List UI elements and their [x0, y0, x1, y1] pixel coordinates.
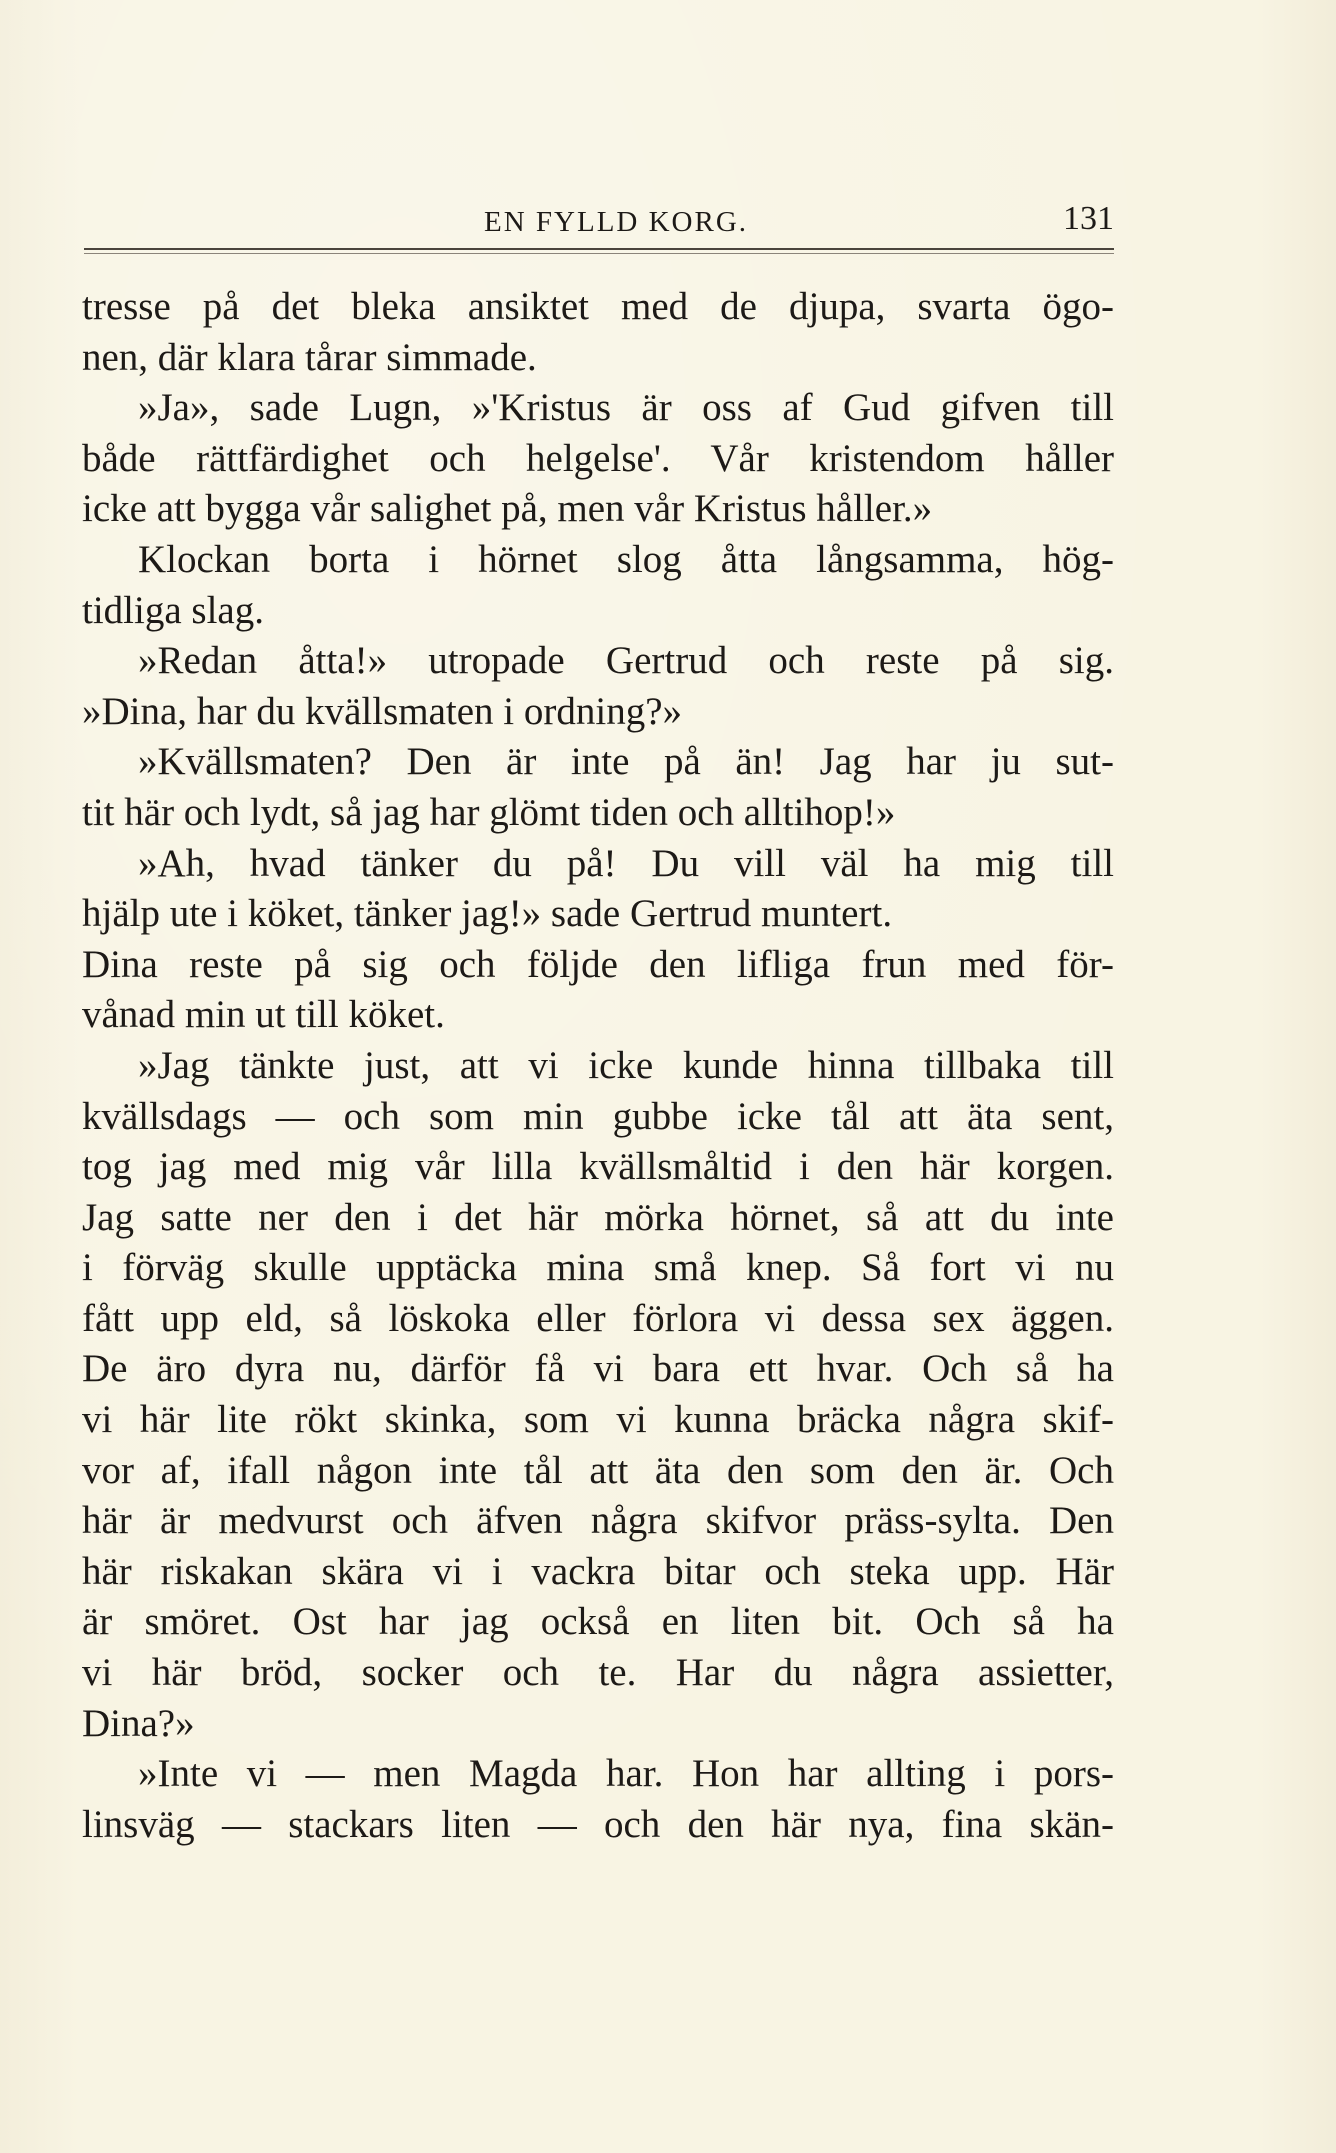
text-line: här riskakan skära vi i vackra bitar och steka upp. Här — [82, 1549, 1114, 1593]
text-line: Dina reste på sig och följde den lifliga frun med för- — [82, 942, 1114, 986]
text-line: De äro dyra nu, därför få vi bara ett hvar. Och så ha — [82, 1347, 1114, 1391]
text-line: »Kvällsmaten? Den är inte på än! Jag har ju sut- — [138, 740, 1114, 784]
text-line: Klockan borta i hörnet slog åtta långsamma, hög- — [138, 537, 1114, 581]
text-line: »Redan åtta!» utropade Gertrud och reste på sig. — [138, 639, 1114, 683]
text-line: »Ah, hvad tänker du på! Du vill väl ha mig till — [138, 841, 1114, 885]
text-line: »Dina, har du kvällsmaten i ordning?» — [82, 689, 683, 733]
body-text — [82, 282, 1114, 1850]
running-title: EN FYLLD KORG. — [484, 206, 749, 238]
text-line: »Jag tänkte just, att vi icke kunde hinna tillbaka till — [138, 1043, 1114, 1087]
text-line: »Ja», sade Lugn, »'Kristus är oss af Gud gifven till — [138, 386, 1114, 430]
text-line: tresse på det bleka ansiktet med de djupa, svarta ögo- — [82, 285, 1114, 328]
text-line: både rättfärdighet och helgelse'. Vår kristendom håller — [82, 436, 1114, 480]
header-rule-thin — [84, 253, 1114, 254]
text-line: tog jag med mig vår lilla kvällsmåltid i den här korgen. — [82, 1145, 1114, 1189]
running-head — [84, 200, 1114, 246]
text-line: kvällsdags — och som min gubbe icke tål att äta sent, — [82, 1094, 1114, 1138]
text-line: vi här bröd, socker och te. Har du några assietter, — [82, 1651, 1114, 1695]
text-line: fått upp eld, så löskoka eller förlora vi dessa sex äggen. — [82, 1296, 1114, 1340]
text-line: »Inte vi — men Magda har. Hon har allting i pors- — [138, 1752, 1114, 1796]
text-line: Dina?» — [82, 1701, 195, 1745]
text-line: Jag satte ner den i det här mörka hörnet, så att du inte — [82, 1195, 1114, 1239]
text-line: tidliga slag. — [82, 588, 264, 632]
text-line: i förväg skulle upptäcka mina små knep. Så fort vi nu — [82, 1246, 1114, 1290]
text-line: vi här lite rökt skinka, som vi kunna bräcka några skif- — [82, 1398, 1114, 1442]
text-line: linsväg — stackars liten — och den här nya, fina skän- — [82, 1802, 1114, 1846]
text-line: tit här och lydt, så jag har glömt tiden och alltihop!» — [82, 790, 896, 834]
page-number: 131 — [1063, 200, 1114, 237]
text-line: vånad min ut till köket. — [82, 993, 445, 1037]
text-line: här är medvurst och äfven några skifvor präss-sylta. Den — [82, 1499, 1114, 1543]
text-line: hjälp ute i köket, tänker jag!» sade Gertrud muntert. — [82, 892, 893, 936]
header-rule — [84, 248, 1114, 250]
text-line: nen, där klara tårar simmade. — [82, 335, 537, 379]
text-line: icke att bygga vår salighet på, men vår Kristus håller.» — [82, 487, 933, 531]
text-line: är smöret. Ost har jag också en liten bit. Och så ha — [82, 1600, 1114, 1644]
text-line: vor af, ifall någon inte tål att äta den som den är. Och — [82, 1448, 1114, 1492]
